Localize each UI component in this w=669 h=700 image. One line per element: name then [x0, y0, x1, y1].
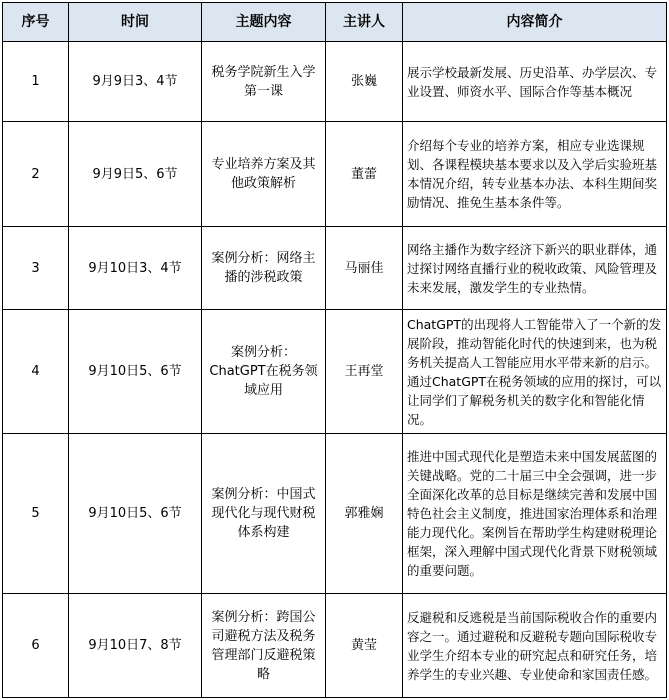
row-number: 6 [3, 594, 69, 698]
row-time: 9月9日5、6节 [69, 122, 202, 227]
table-row [3, 227, 667, 310]
row-description: 介绍每个专业的培养方案，相应专业选课规划、各课程模块基本要求以及入学后实验班基本情况介绍，转专业基本办法、本科生期间奖励情况、推免生基本条件等。 [403, 122, 667, 227]
header-topic: 主题内容 [202, 3, 326, 42]
table-row [3, 122, 667, 227]
row-time: 9月10日5、6节 [69, 310, 202, 434]
row-speaker: 王再堂 [326, 310, 403, 434]
table-row [3, 594, 667, 698]
header-num: 序号 [3, 3, 69, 42]
row-speaker: 董蕾 [326, 122, 403, 227]
row-topic: 税务学院新生入学第一课 [202, 42, 326, 122]
row-topic: 案例分析：网络主播的涉税政策 [202, 227, 326, 310]
row-number: 4 [3, 310, 69, 434]
row-speaker: 张巍 [326, 42, 403, 122]
row-number: 1 [3, 42, 69, 122]
row-speaker: 黄莹 [326, 594, 403, 698]
row-topic: 案例分析：ChatGPT在税务领域应用 [202, 310, 326, 434]
row-number: 3 [3, 227, 69, 310]
row-description: 网络主播作为数字经济下新兴的职业群体，通过探讨网络直播行业的税收政策、风险管理及未来发展，激发学生的专业热情。 [403, 227, 667, 310]
row-time: 9月9日3、4节 [69, 42, 202, 122]
header-time: 时间 [69, 3, 202, 42]
row-topic: 案例分析：跨国公司避税方法及税务管理部门反避税策略 [202, 594, 326, 698]
table-row [3, 42, 667, 122]
row-description: ChatGPT的出现将人工智能带入了一个新的发展阶段，推动智能化时代的快速到来，也为税务机关提高人工智能应用水平带来新的启示。通过ChatGPT在税务领域的应用的探讨，可以让同学们了解税务机关的数字化和智能化情况。 [403, 310, 667, 434]
schedule-table [2, 2, 667, 698]
row-description: 展示学校最新发展、历史沿革、办学层次、专业设置、师资水平、国际合作等基本概况 [403, 42, 667, 122]
row-description: 反避税和反逃税是当前国际税收合作的重要内容之一。通过避税和反避税专题向国际税收专业学生介绍本专业的研究起点和研究任务，培养学生的专业兴趣、专业使命和家国责任感。 [403, 594, 667, 698]
header-desc: 内容简介 [403, 3, 667, 42]
row-time: 9月10日3、4节 [69, 227, 202, 310]
row-number: 5 [3, 434, 69, 594]
row-description: 推进中国式现代化是塑造未来中国发展蓝图的关键战略。党的二十届三中全会强调，进一步全面深化改革的总目标是继续完善和发展中国特色社会主义制度，推进国家治理体系和治理能力现代化。案例旨在帮助学生构建财税理论框架，深入理解中国式现代化背景下财税领域的重要问题。 [403, 434, 667, 594]
row-time: 9月10日7、8节 [69, 594, 202, 698]
table-row [3, 310, 667, 434]
row-speaker: 马丽佳 [326, 227, 403, 310]
header-speaker: 主讲人 [326, 3, 403, 42]
table-row [3, 434, 667, 594]
header-row [3, 3, 667, 42]
row-topic: 专业培养方案及其他政策解析 [202, 122, 326, 227]
row-topic: 案例分析：中国式现代化与现代财税体系构建 [202, 434, 326, 594]
row-speaker: 郭雅娴 [326, 434, 403, 594]
row-number: 2 [3, 122, 69, 227]
row-time: 9月10日5、6节 [69, 434, 202, 594]
